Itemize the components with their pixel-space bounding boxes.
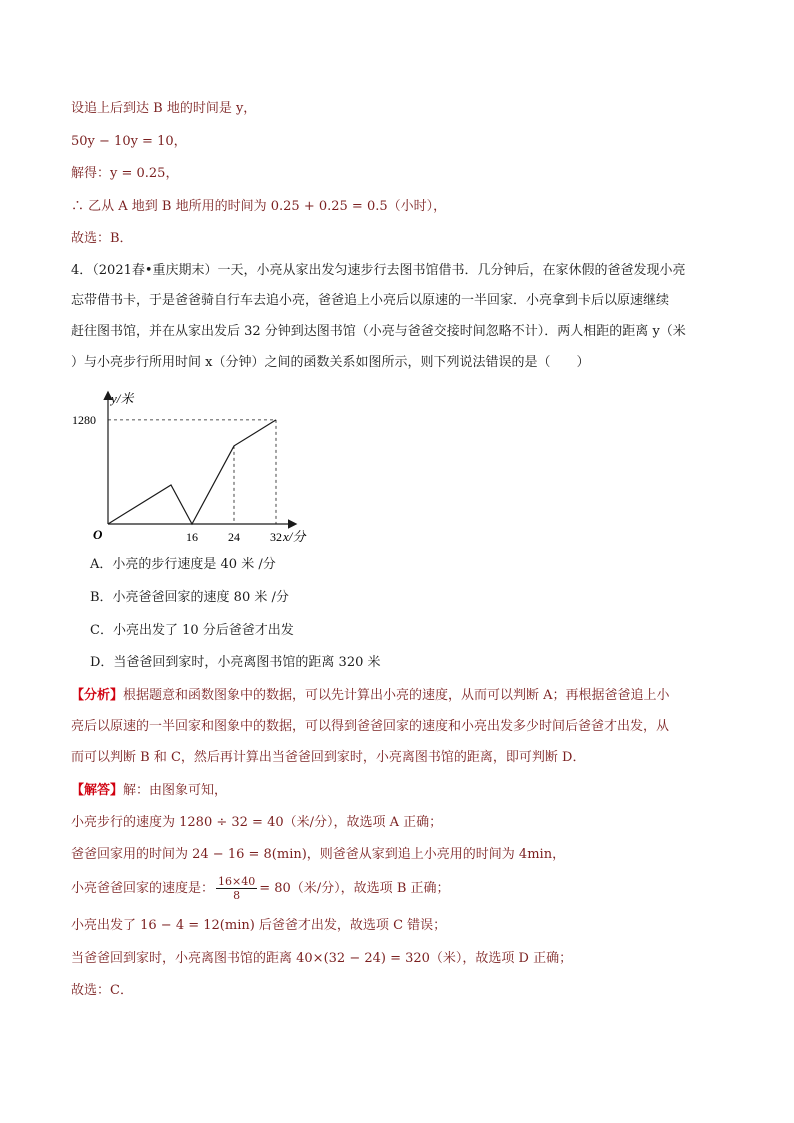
y-tick-label: 1280 <box>72 412 96 427</box>
x-tick-label: 24 <box>228 530 240 544</box>
x-tick-label: 32 <box>270 530 282 544</box>
solution-line-5: 小亮出发了 16 − 4 = 12(min) 后爸爸才出发，故选项 C 错误； <box>71 918 447 933</box>
option-d: D．当爸爸回到家时，小亮离图书馆的距离 320 米 <box>90 655 381 670</box>
x-tick-label: 16 <box>186 530 198 544</box>
option-a: A．小亮的步行速度是 40 米 /分 <box>90 557 276 572</box>
series-line <box>108 420 276 524</box>
origin-label: O <box>93 527 103 542</box>
solution-line-1 <box>71 782 227 800</box>
solution-line-3: 爸爸回家用的时间为 24 − 16 = 8(min)，则爸爸从家到追上小亮用的时间为 4min， <box>71 847 566 862</box>
prev-solution-line-2: 50y − 10y = 10， <box>71 134 187 149</box>
question-line-4: ）与小亮步行所用时间 x（分钟）之间的函数关系如图所示，则下列说法错误的是（ ） <box>71 355 590 370</box>
fraction <box>216 875 257 902</box>
fraction-denominator: 8 <box>233 889 241 902</box>
solution-text-1: 解：由图象可知， <box>123 783 228 798</box>
option-b: B．小亮爸爸回家的速度 80 米 /分 <box>90 590 289 605</box>
y-axis-label: y/米 <box>111 391 134 406</box>
prev-solution-line-1: 设追上后到达 B 地的时间是 y， <box>71 101 257 116</box>
analysis-tag: 【分析】 <box>71 688 124 703</box>
question-line-2: 忘带借书卡，于是爸爸骑自行车去追小亮，爸爸追上小亮后以原速的一半回家．小亮拿到卡后以原速继续 <box>71 293 670 308</box>
prev-answer: 故选：B． <box>71 231 133 246</box>
analysis-text-1: 根据题意和函数图象中的数据，可以先计算出小亮的速度，从而可以判断 A；再根据爸爸追上小 <box>123 688 670 703</box>
solution-answer: 故选：C． <box>71 983 133 998</box>
x-axis-label: x/分 <box>283 529 306 544</box>
solution-line-2: 小亮步行的速度为 1280 ÷ 32 = 40（米/分），故选项 A 正确； <box>71 815 443 830</box>
fraction-numerator: 16×40 <box>218 875 256 888</box>
analysis-line-2: 亮后以原速的一半回家和图象中的数据，可以得到爸爸回家的速度和小亮出发多少时间后爸爸才出发，从 <box>71 719 670 734</box>
solution-line-4-post: = 80（米/分），故选项 B 正确； <box>259 881 450 896</box>
solution-line-4-pre: 小亮爸爸回家的速度是： <box>71 881 215 896</box>
prev-solution-line-4: ∴ 乙从 A 地到 B 地所用的时间为 0.25 + 0.25 = 0.5（小时）， <box>71 199 447 214</box>
solution-line-6: 当爸爸回到家时，小亮离图书馆的距离 40×(32 − 24) = 320（米），故选项 D 正确； <box>71 951 573 966</box>
solution-tag: 【解答】 <box>71 783 124 798</box>
question-line-3: 赶往图书馆，并在从家出发后 32 分钟到达图书馆（小亮与爸爸交接时间忽略不计）．两人相距的距离 y（米 <box>71 324 686 339</box>
analysis-line-1 <box>71 687 670 705</box>
question-line-1: 4．（2021春•重庆期末）一天，小亮从家出发匀速步行去图书馆借书．几分钟后，在家休假的爸爸发现小亮 <box>71 263 686 278</box>
prev-solution-line-3: 解得：y = 0.25， <box>71 166 179 181</box>
analysis-line-3: 而可以判断 B 和 C，然后再计算出当爸爸回到家时，小亮离图书馆的距离，即可判断 D． <box>71 750 586 765</box>
option-c: C．小亮出发了 10 分后爸爸才出发 <box>90 623 294 638</box>
solution-line-4 <box>71 874 450 904</box>
function-graph <box>72 385 325 550</box>
